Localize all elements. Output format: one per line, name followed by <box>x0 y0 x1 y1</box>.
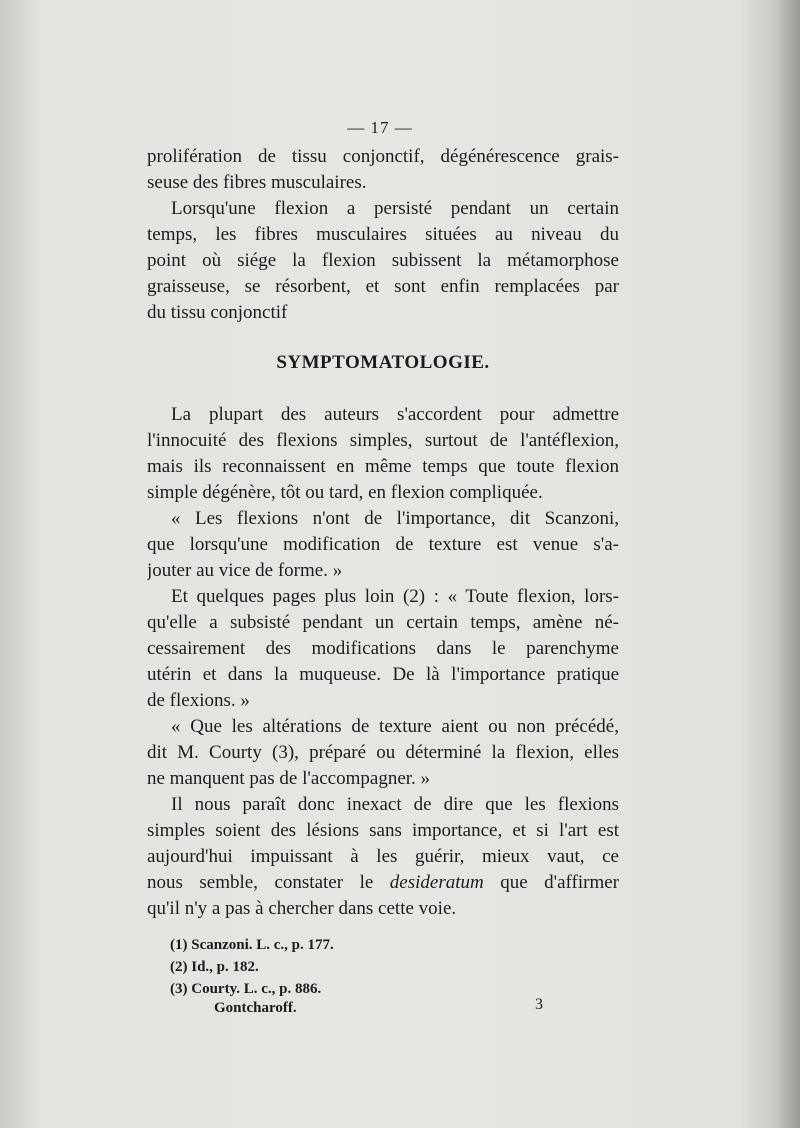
text-segment: que d'affirmer <box>483 872 619 893</box>
text-line: temps, les fibres musculaires situées au niveau du <box>147 224 619 245</box>
text-line: qu'elle a subsisté pendant un certain temps, amène né- <box>147 612 619 633</box>
text-line: du tissu conjonctif <box>147 302 288 323</box>
text-segment: nous semble, constater le <box>147 872 390 893</box>
sheet-number: 3 <box>535 996 543 1013</box>
text-line: de flexions. » <box>147 690 250 711</box>
signature-mark: Gontcharoff. <box>214 1000 297 1016</box>
text-line <box>147 870 619 896</box>
text-line: qu'il n'y a pas à chercher dans cette voie. <box>147 898 457 919</box>
paragraph-4 <box>147 506 619 584</box>
text-line: mais ils reconnaissent en même temps que toute flexion <box>147 456 619 477</box>
text-line: dit M. Courty (3), préparé ou déterminé la flexion, elles <box>147 742 619 763</box>
italic-term: desideratum <box>389 872 484 893</box>
text-line: cessairement des modifications dans le parenchyme <box>147 638 619 659</box>
text-line: « Que les altérations de texture aient ou non précédé, <box>171 716 619 737</box>
text-line: que lorsqu'une modification de texture est venue s'a- <box>147 534 619 555</box>
section-heading: SYMPTOMATOLOGIE. <box>276 352 490 373</box>
text-line: point où siége la flexion subissent la métamorphose <box>147 250 619 271</box>
page-edge-shadow <box>776 0 800 1128</box>
page-number: — 17 — <box>347 118 413 137</box>
paragraph-5 <box>147 584 619 714</box>
paragraph-7 <box>147 792 619 922</box>
body-text <box>147 144 619 922</box>
paragraph-1 <box>147 144 619 196</box>
footnotes <box>170 934 590 1000</box>
text-line: simple dégénère, tôt ou tard, en flexion compliquée. <box>147 482 543 503</box>
text-line: Et quelques pages plus loin (2) : « Toute flexion, lors- <box>171 586 619 607</box>
text-line: prolifération de tissu conjonctif, dégénérescence grais- <box>147 146 619 167</box>
text-line: graisseuse, se résorbent, et sont enfin remplacées par <box>147 276 619 297</box>
footnote-3: (3) Courty. L. c., p. 886. <box>170 981 322 997</box>
text-line: Il nous paraît donc inexact de dire que les flexions <box>171 794 619 815</box>
text-line: La plupart des auteurs s'accordent pour admettre <box>171 404 619 425</box>
text-line: l'innocuité des flexions simples, surtout de l'antéflexion, <box>147 430 619 451</box>
footnote-2: (2) Id., p. 182. <box>170 959 259 975</box>
paragraph-2 <box>147 196 619 326</box>
text-line: jouter au vice de forme. » <box>147 560 343 581</box>
text-line: ne manquent pas de l'accompagner. » <box>147 768 431 789</box>
text-line: aujourd'hui impuissant à les guérir, mieux vaut, ce <box>147 846 619 867</box>
footnote-1: (1) Scanzoni. L. c., p. 177. <box>170 937 334 953</box>
text-line: seuse des fibres musculaires. <box>147 172 367 193</box>
paragraph-3 <box>147 402 619 506</box>
text-line: « Les flexions n'ont de l'importance, dit Scanzoni, <box>171 508 619 529</box>
paragraph-6 <box>147 714 619 792</box>
text-line: simples soient des lésions sans importance, et si l'art est <box>147 820 619 841</box>
text-line: Lorsqu'une flexion a persisté pendant un certain <box>171 198 619 219</box>
text-line: utérin et dans la muqueuse. De là l'importance pratique <box>147 664 619 685</box>
